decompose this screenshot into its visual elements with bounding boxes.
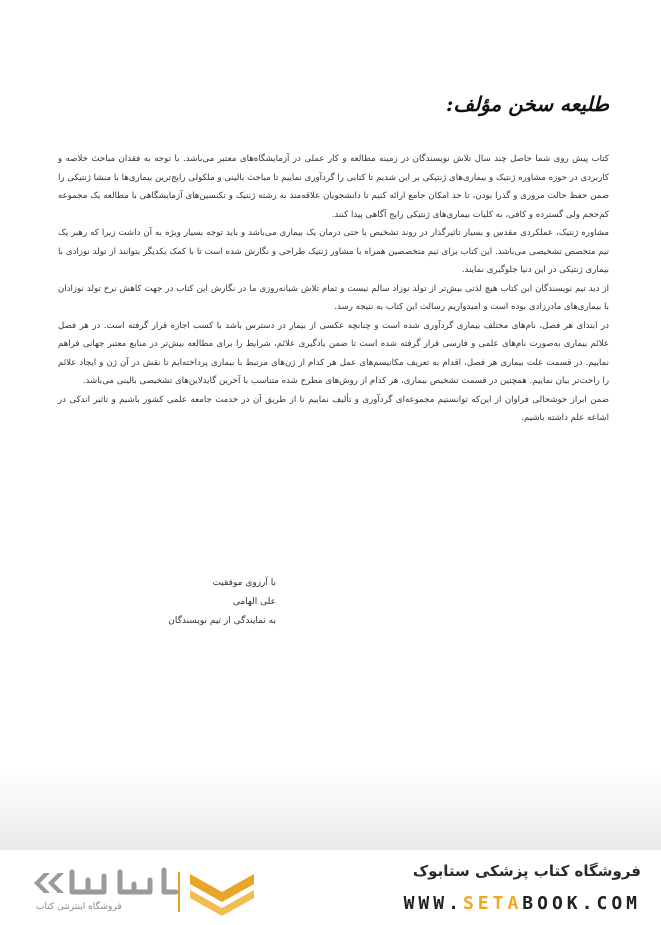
signature-block xyxy=(168,574,276,631)
footer-banner xyxy=(0,850,661,925)
paragraph-4: در ابتدای هر فصل، نام‌های مختلف بیماری گردآوری شده است و چنانچه عکسی از بیمار در دسترس باشد با کسب اجازه قرار گرفته است. در هر فصل علائم بیماری به‌صورت نام‌های علمی و فارسی قرار گرفته شده است تا ضمن یادگیری علائم، شرایط را برای مطالعه بیش‌تر در منابع معتبر جهانی فراهم نماییم. در قسمت علت بیماری هر فصل، اقدام به تعریف مکانیسم‌های عمل هر کدام از ژن‌های مرتبط با بیماری پرداخته‌ایم تا نقش در آن ژن و ایجاد علائم را راحت‌تر بیان نماییم. همچنین در قسمت تشخیص بیماری، هر کدام از روش‌های مطرح شده متناسب با آخرین گایدلاین‌های تشخیصی بالینی می‌باشد. xyxy=(58,320,609,386)
page-shadow xyxy=(0,770,661,850)
paragraph-3: از دید تیم نویسندگان این کتاب هیچ لذتی بیش‌تر از تولد نوزاد سالم نیست و تمام تلاش شبانه‌روزی ما در نگارش این کتاب در جهت کاهش نرخ تولد نوزادان با بیماری‌های مادرزادی بوده است و امیدواریم رسالت این کتاب به نتیجه رسد. xyxy=(58,283,609,312)
signature-team: به نمایندگی از تیم نویسندگان xyxy=(168,616,276,626)
paragraph-1: کتاب پیش روی شما حاصل چند سال تلاش نویسندگان در زمینه مطالعه و کار عملی در آزمایشگاه‌های معتبر می‌باشد. با توجه به فقدان مباحث خلاصه و کاربردی در حوزه مشاوره ژنتیک و بیماری‌های ژنتیکی بر این شدیم تا کتابی را گردآوری نماییم تا مباحث بالینی و ملکولی رایج‌ترین بیماری‌ها با منشا ژنتیکی را ضمن حفظ حالت مروری و گذرا بودن، تا حد امکان جامع ارائه کنیم تا دانشجویان علاقه‌مند به رشته ژنتیک و تکنسین‌های آزمایشگاهی با مطالعه یک مجموعه کم‌حجم ولی گسترده و کافی، به کلیات بیماری‌های ژنتیکی رایج آگاهی پیدا کنند. xyxy=(58,154,609,220)
body-text xyxy=(58,150,609,428)
signature-greeting: با آرزوی موفقیت xyxy=(212,578,276,588)
book-logo-icon xyxy=(186,868,258,916)
logo-tagline: فروشگاه اینترنتی کتاب xyxy=(36,902,122,912)
shop-name: فروشگاه کتاب پزشکی ستابوک xyxy=(412,862,641,880)
footer-divider xyxy=(178,872,180,912)
signature-author: علی الهامی xyxy=(232,597,276,607)
paragraph-2: مشاوره ژنتیک، عملکردی مقدس و بسیار تاثیرگذار در روند تشخیص یا حتی درمان یک بیماری می‌باشد و باید توجه بسیار ویژه به آن داشت زیرا که رهبر یک تیم متخصص تشخیصی می‌باشد. این کتاب برای تیم متخصصین همراه با مشاور ژنتیک طراحی و نگارش شده است تا با کمک یکدیگر بتوانند از تولد نوزادی با بیماری ژنتیکی در این دنیا جلوگیری نمایند. xyxy=(58,228,609,275)
shop-url[interactable] xyxy=(404,893,641,914)
url-prefix: WWW. xyxy=(403,893,463,914)
page-heading: طلیعه سخن مؤلف: xyxy=(446,92,609,116)
paragraph-5: ضمن ابراز خوشحالی فراوان از این‌که توانستیم مجموعه‌ای گردآوری و تألیف نماییم تا از طریق آن در خدمت جامعه علمی کشور باشیم و تاثیر اندکی در اشاعه علم داشته باشیم. xyxy=(58,394,609,423)
url-suffix: BOOK.COM xyxy=(522,893,641,914)
logo-wordmark-icon xyxy=(30,864,180,902)
setabook-logo-wordmark xyxy=(30,864,180,902)
url-highlight: SETA xyxy=(462,893,523,914)
